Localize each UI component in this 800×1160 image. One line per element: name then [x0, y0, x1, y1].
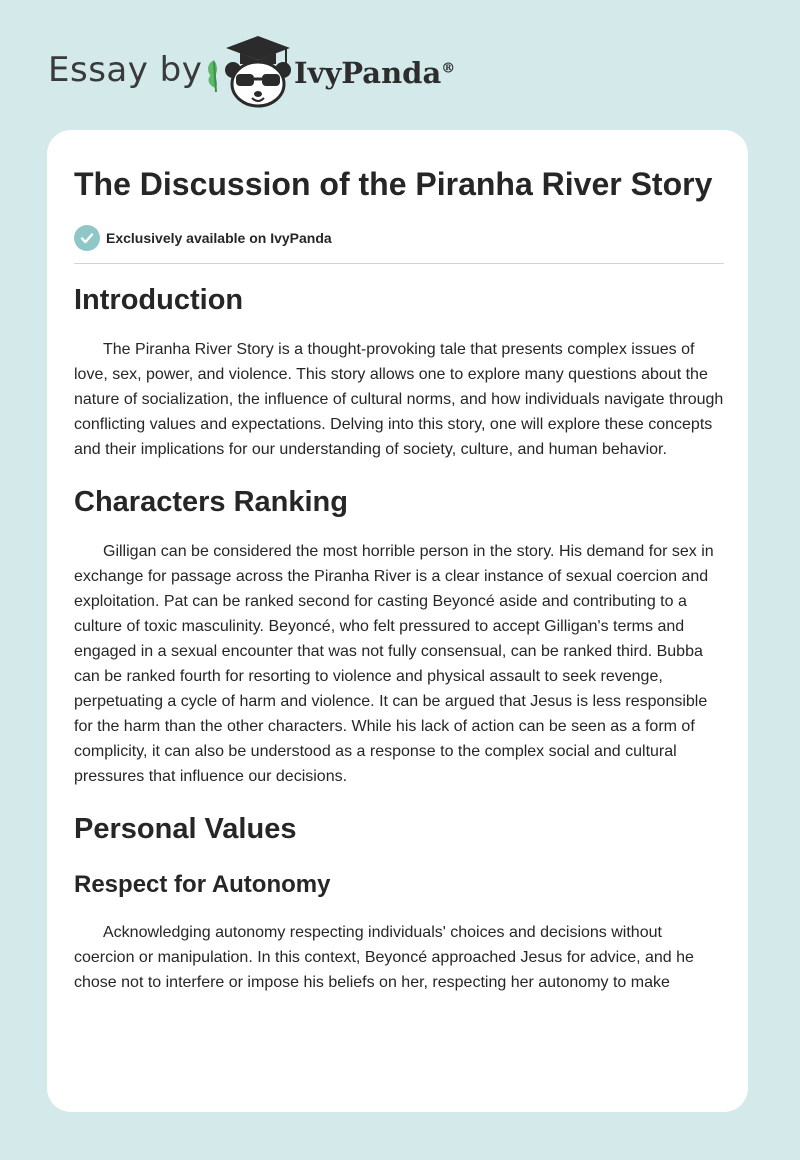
check-icon: [74, 225, 100, 251]
divider: [74, 263, 724, 264]
subheading-respect-for-autonomy: Respect for Autonomy: [74, 871, 331, 898]
site-header: [48, 34, 508, 114]
heading-personal-values: Personal Values: [74, 813, 297, 845]
essay-content: [74, 164, 724, 995]
exclusive-text: Exclusively available on IvyPanda: [106, 230, 332, 246]
essay-by-label: Essay by: [48, 50, 203, 90]
heading-introduction: Introduction: [74, 284, 244, 316]
paragraph-respect-for-autonomy: Acknowledging autonomy respecting individuals' choices and decisions without coercion or manipulation. In this context, Beyoncé approached Jesus for advice, and he chose not to interfere or impose his beliefs on her, respecting her autonomy to make: [74, 924, 694, 991]
essay-card: [47, 130, 748, 1112]
panda-logo-icon[interactable]: [200, 34, 296, 110]
brand-name[interactable]: IvyPanda®: [294, 56, 456, 90]
heading-characters-ranking: Characters Ranking: [74, 486, 348, 518]
paragraph-characters-ranking: Gilligan can be considered the most horrible person in the story. His demand for sex in exchange for passage across the Piranha River is a clear instance of sexual coercion and exploitation. Pat can be ranked second for casting Beyoncé aside and contributing to a culture of toxic masculinity. Beyoncé, who felt pressured to accept Gilligan's terms and engaged in a sexual encounter that was not fully consensual, can be ranked third. Bubba can be ranked fourth for resorting to violence and physical assault to seek revenge, perpetuating a cycle of harm and violence. It can be argued that Jesus is less responsible for the harm than the other characters. While his lack of action can be seen as a form of complicity, it can also be understood as a response to the complex social and cultural pressures that influence our decisions.: [74, 543, 714, 785]
page-title: The Discussion of the Piranha River Story: [74, 166, 713, 202]
exclusive-badge: [74, 225, 724, 251]
paragraph-introduction: The Piranha River Story is a thought-provoking tale that presents complex issues of love, sex, power, and violence. This story allows one to explore many questions about the nature of socialization, the influence of cultural norms, and how individuals navigate through conflicting values and expectations. Delving into this story, one will explore these concepts and their implications for our understanding of society, culture, and human behavior.: [74, 341, 724, 458]
